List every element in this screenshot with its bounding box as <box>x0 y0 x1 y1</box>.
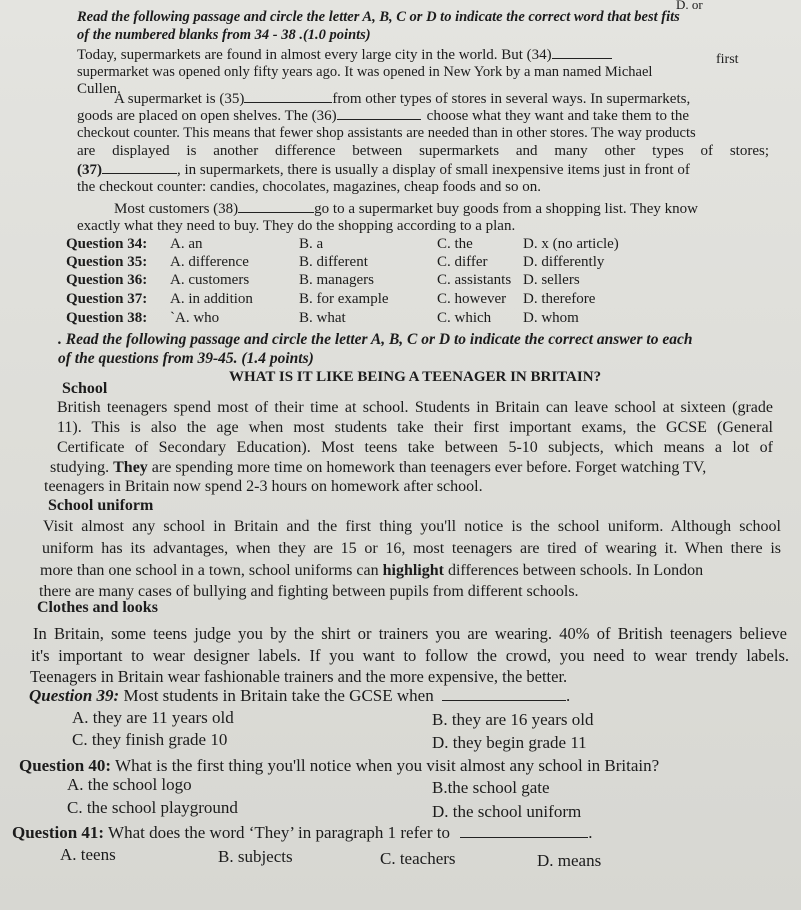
question-35-option-a[interactable]: A. difference <box>170 254 249 270</box>
question-35-option-d[interactable]: D. differently <box>523 254 605 270</box>
section2-instruction-line2: of the questions from 39-45. (1.4 points) <box>58 350 314 367</box>
question-36-label: Question 36: <box>66 272 148 288</box>
question-40-stem <box>19 757 659 775</box>
school-text-studying: studying. <box>50 459 110 476</box>
question-39-text: Most students in Britain take the GCSE when <box>123 686 434 705</box>
para2-line2 <box>77 106 689 125</box>
question-38-option-d[interactable]: D. whom <box>523 310 579 326</box>
uniform-line1: Visit almost any school in Britain and the first thing you'll notice is the school uniform. Although school <box>43 518 781 535</box>
question-36-option-d[interactable]: D. sellers <box>523 272 580 288</box>
question-39-label: Question 39: <box>29 686 120 705</box>
question-37-option-a[interactable]: A. in addition <box>170 291 253 307</box>
blank-35[interactable] <box>244 89 332 103</box>
question-37-option-b[interactable]: B. for example <box>299 291 389 307</box>
question-37-option-d[interactable]: D. therefore <box>523 291 596 307</box>
question-34-option-a[interactable]: A. an <box>170 236 203 252</box>
question-41-text: What does the word ‘They’ in paragraph 1 refer to <box>108 823 450 842</box>
passage-title: WHAT IS IT LIKE BEING A TEENAGER IN BRITAIN? <box>229 369 602 385</box>
para2-line3: checkout counter. This means that fewer shop assistants are needed than in other stores. The way products <box>77 125 696 141</box>
section1-instruction-line2: of the numbered blanks from 34 - 38 .(1.0 points) <box>77 27 371 43</box>
question-38-option-b[interactable]: B. what <box>299 310 346 326</box>
para1-line1 <box>77 45 612 64</box>
para3-line1 <box>114 199 698 218</box>
para2-text-37: (37) <box>77 162 102 178</box>
para2-text-d: choose what they want and take them to the <box>426 108 690 124</box>
blank-34[interactable] <box>552 45 612 59</box>
question-39-option-a[interactable]: A. they are 11 years old <box>72 708 234 727</box>
question-40-option-b[interactable]: B.the school gate <box>432 778 550 797</box>
uniform-line3 <box>40 562 703 580</box>
question-36-option-c[interactable]: C. assistants <box>437 272 512 288</box>
question-40-option-d[interactable]: D. the school uniform <box>432 802 582 821</box>
clothes-heading: Clothes and looks <box>37 599 158 616</box>
para1-first: first <box>716 52 739 67</box>
blank-36[interactable] <box>337 106 421 120</box>
uniform-line2: uniform has its advantages, when they are 15 or 16, most teenagers are tired of wearing it. When there is <box>42 540 781 557</box>
question-39-dot: . <box>565 686 571 705</box>
uniform-text-highlight: highlight <box>382 562 444 579</box>
question-41-option-d[interactable]: D. means <box>537 851 602 870</box>
uniform-line4: there are many cases of bullying and fighting between pupils from different schools. <box>39 583 579 600</box>
clothes-line2: it's important to wear designer labels. If you want to follow the crowd, you need to wear trendy labels. <box>31 646 789 665</box>
question-40-label: Question 40: <box>19 756 112 775</box>
question-39-option-b[interactable]: B. they are 16 years old <box>432 710 594 729</box>
uniform-text-b: differences between schools. In London <box>447 562 704 579</box>
school-text-rest: are spending more time on homework than teenagers ever before. Forget watching TV, <box>151 459 707 476</box>
para2-text-e: , in supermarkets, there is usually a display of small inexpensive items just in front of <box>177 162 690 178</box>
question-38-option-a[interactable]: `A. who <box>170 310 220 326</box>
question-41-label: Question 41: <box>12 823 105 842</box>
school-text-they: They <box>113 459 148 476</box>
section2-instruction-line1: . Read the following passage and circle the letter A, B, C or D to indicate the correct answer to each <box>58 331 693 348</box>
question-35-label: Question 35: <box>66 254 148 270</box>
para2-text-c: goods are placed on open shelves. The (36) <box>77 108 337 124</box>
para3-text-b: go to a supermarket buy goods from a shopping list. They know <box>314 201 698 217</box>
question-40-text: What is the first thing you'll notice when you visit almost any school in Britain? <box>115 756 660 775</box>
para2-text-a: A supermarket is (35) <box>114 91 245 107</box>
question-35-option-b[interactable]: B. different <box>299 254 368 270</box>
section1-instruction-line1: Read the following passage and circle the letter A, B, C or D to indicate the correct word that best fits <box>77 9 680 25</box>
para2-text-b: from other types of stores in several ways. In supermarkets, <box>332 91 691 107</box>
question-37-option-c[interactable]: C. however <box>437 291 507 307</box>
question-41-stem <box>12 824 592 842</box>
question-37-label: Question 37: <box>66 291 148 307</box>
question-34-label: Question 34: <box>66 236 148 252</box>
question-35-option-c[interactable]: C. differ <box>437 254 488 270</box>
school-line2: 11). This is also the age when most students take their first important exams, the GCSE (General <box>57 419 773 436</box>
school-line3: Certificate of Secondary Education). Most teens take between 5-10 subjects, which means a lot of <box>57 439 773 456</box>
para2-line6: the checkout counter: candies, chocolates, magazines, cheap foods and so on. <box>77 179 541 195</box>
question-41-blank[interactable] <box>460 824 588 838</box>
school-line4 <box>50 459 706 477</box>
uniform-heading: School uniform <box>48 497 154 514</box>
question-41-dot: . <box>588 823 593 842</box>
question-40-option-c[interactable]: C. the school playground <box>67 798 238 817</box>
para1-line3: Cullen. <box>77 81 121 97</box>
school-heading: School <box>62 380 108 397</box>
question-39-stem <box>29 687 570 705</box>
question-36-option-a[interactable]: A. customers <box>170 272 250 288</box>
question-34-option-c[interactable]: C. the <box>437 236 473 252</box>
clothes-line3: Teenagers in Britain wear fashionable trainers and the more expensive, the better. <box>30 667 568 686</box>
question-38-label: Question 38: <box>66 310 148 326</box>
question-39-blank[interactable] <box>442 687 566 701</box>
para1-line2: supermarket was opened only fifty years ago. It was opened in New York by a man named Michael <box>77 64 653 80</box>
para2-line5 <box>77 160 690 179</box>
para2-line4: are displayed is another difference between supermarkets and many other types of stores; <box>77 143 769 159</box>
para3-line2: exactly what they need to buy. They do the shopping according to a plan. <box>77 218 516 234</box>
corner-note: D. or <box>676 0 703 12</box>
question-34-option-d[interactable]: D. x (no article) <box>523 236 619 252</box>
question-38-option-c[interactable]: C. which <box>437 310 492 326</box>
school-line1: British teenagers spend most of their time at school. Students in Britain can leave school at sixteen (grade <box>57 399 773 416</box>
question-41-option-b[interactable]: B. subjects <box>218 847 293 866</box>
question-41-option-a[interactable]: A. teens <box>60 845 116 864</box>
question-36-option-b[interactable]: B. managers <box>299 272 374 288</box>
para3-text-a: Most customers (38) <box>114 201 239 217</box>
question-40-option-a[interactable]: A. the school logo <box>67 775 192 794</box>
blank-38[interactable] <box>238 199 314 213</box>
blank-37[interactable] <box>102 160 177 174</box>
question-39-option-d[interactable]: D. they begin grade 11 <box>432 733 587 752</box>
clothes-line1: In Britain, some teens judge you by the shirt or trainers you are wearing. 40% of British teenagers believe <box>33 624 787 643</box>
question-34-option-b[interactable]: B. a <box>299 236 324 252</box>
question-39-option-c[interactable]: C. they finish grade 10 <box>72 730 228 749</box>
school-line5: teenagers in Britain now spend 2-3 hours on homework after school. <box>44 478 483 495</box>
uniform-text-a: more than one school in a town, school uniforms can <box>40 562 379 579</box>
para1-text-a: Today, supermarkets are found in almost every large city in the world. But (34) <box>77 47 552 63</box>
question-41-option-c[interactable]: C. teachers <box>380 849 456 868</box>
